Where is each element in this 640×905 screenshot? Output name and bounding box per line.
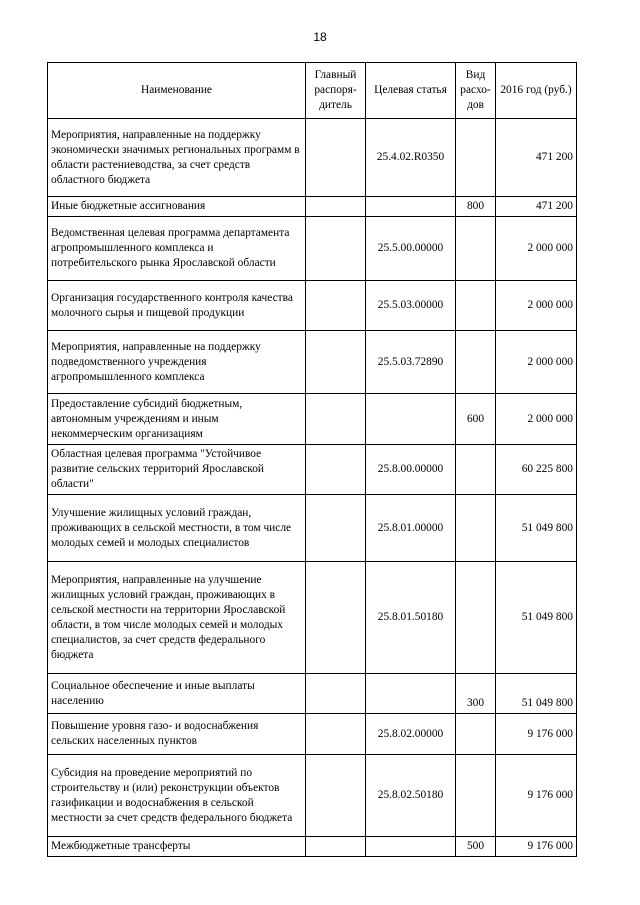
row-type xyxy=(456,562,496,674)
table-row xyxy=(48,394,577,445)
page-number: 18 xyxy=(313,30,327,44)
row-target: 25.8.00.00000 xyxy=(366,445,456,495)
row-amount: 2 000 000 xyxy=(496,217,577,281)
row-owner xyxy=(306,837,366,857)
row-name: Социальное обеспечение и иные выплаты населению xyxy=(48,674,306,714)
row-target: 25.8.02.00000 xyxy=(366,714,456,755)
row-amount: 60 225 800 xyxy=(496,445,577,495)
table-row xyxy=(48,281,577,331)
row-name: Иные бюджетные ассигнования xyxy=(48,197,306,217)
row-type xyxy=(456,714,496,755)
row-name: Предоставление субсидий бюджетным, автономным учреждениям и иным некоммерческим организациям xyxy=(48,394,306,445)
row-amount: 9 176 000 xyxy=(496,837,577,857)
row-owner xyxy=(306,119,366,197)
row-owner xyxy=(306,197,366,217)
table-row xyxy=(48,755,577,837)
row-owner xyxy=(306,674,366,714)
header-target: Целевая статья xyxy=(366,63,456,119)
row-name: Областная целевая программа "Устойчивое развитие сельских территорий Ярославской области" xyxy=(48,445,306,495)
row-target: 25.8.01.00000 xyxy=(366,495,456,562)
table-row xyxy=(48,217,577,281)
row-name: Улучшение жилищных условий граждан, проживающих в сельской местности, в том числе молодых семей и молодых специалистов xyxy=(48,495,306,562)
row-target xyxy=(366,394,456,445)
row-owner xyxy=(306,445,366,495)
row-target: 25.5.03.72890 xyxy=(366,331,456,394)
row-type xyxy=(456,119,496,197)
row-target: 25.5.03.00000 xyxy=(366,281,456,331)
row-owner xyxy=(306,714,366,755)
row-type xyxy=(456,331,496,394)
row-type: 300 xyxy=(456,674,496,714)
header-name: Наименование xyxy=(48,63,306,119)
budget-table xyxy=(47,62,577,857)
table-row xyxy=(48,495,577,562)
row-type: 500 xyxy=(456,837,496,857)
table-row xyxy=(48,714,577,755)
row-amount: 2 000 000 xyxy=(496,331,577,394)
table-row xyxy=(48,331,577,394)
header-type: Вид расхо-дов xyxy=(456,63,496,119)
header-owner: Главный распоря-дитель xyxy=(306,63,366,119)
row-type xyxy=(456,281,496,331)
row-owner xyxy=(306,281,366,331)
row-owner xyxy=(306,394,366,445)
row-target: 25.8.02.50180 xyxy=(366,755,456,837)
table-row xyxy=(48,674,577,714)
row-name: Мероприятия, направленные на улучшение жилищных условий граждан, проживающих в сельской местности на территории Ярославской области, в том числе молодых семей и молодых специалистов, за счет средств федерального бюджета xyxy=(48,562,306,674)
row-name: Межбюджетные трансферты xyxy=(48,837,306,857)
table-header-row xyxy=(48,63,577,119)
row-owner xyxy=(306,331,366,394)
row-name: Субсидия на проведение мероприятий по строительству и (или) реконструкции объектов газификации и водоснабжения в сельской местности за счет средств федерального бюджета xyxy=(48,755,306,837)
table-row xyxy=(48,119,577,197)
row-type xyxy=(456,445,496,495)
table-row xyxy=(48,562,577,674)
table-row xyxy=(48,445,577,495)
table-row xyxy=(48,197,577,217)
row-name: Ведомственная целевая программа департамента агропромышленного комплекса и потребительского рынка Ярославской области xyxy=(48,217,306,281)
row-name: Повышение уровня газо- и водоснабжения сельских населенных пунктов xyxy=(48,714,306,755)
row-type: 600 xyxy=(456,394,496,445)
row-amount: 2 000 000 xyxy=(496,281,577,331)
row-owner xyxy=(306,562,366,674)
row-amount: 471 200 xyxy=(496,197,577,217)
row-amount: 51 049 800 xyxy=(496,562,577,674)
row-owner xyxy=(306,217,366,281)
row-amount: 9 176 000 xyxy=(496,714,577,755)
header-amount: 2016 год (руб.) xyxy=(496,63,577,119)
row-amount: 51 049 800 xyxy=(496,495,577,562)
row-amount: 2 000 000 xyxy=(496,394,577,445)
row-name: Организация государственного контроля качества молочного сырья и пищевой продукции xyxy=(48,281,306,331)
row-name: Мероприятия, направленные на поддержку подведомственного учреждения агропромышленного комплекса xyxy=(48,331,306,394)
row-amount: 9 176 000 xyxy=(496,755,577,837)
row-type xyxy=(456,217,496,281)
row-type xyxy=(456,755,496,837)
row-owner xyxy=(306,755,366,837)
row-target: 25.5.00.00000 xyxy=(366,217,456,281)
row-target xyxy=(366,674,456,714)
row-amount: 471 200 xyxy=(496,119,577,197)
table-row xyxy=(48,837,577,857)
row-type xyxy=(456,495,496,562)
row-target xyxy=(366,837,456,857)
row-target: 25.8.01.50180 xyxy=(366,562,456,674)
row-owner xyxy=(306,495,366,562)
row-target: 25.4.02.R0350 xyxy=(366,119,456,197)
row-target xyxy=(366,197,456,217)
row-name: Мероприятия, направленные на поддержку экономически значимых региональных программ в области растениеводства, за счет средств областного бюджета xyxy=(48,119,306,197)
row-amount: 51 049 800 xyxy=(496,674,577,714)
row-type: 800 xyxy=(456,197,496,217)
